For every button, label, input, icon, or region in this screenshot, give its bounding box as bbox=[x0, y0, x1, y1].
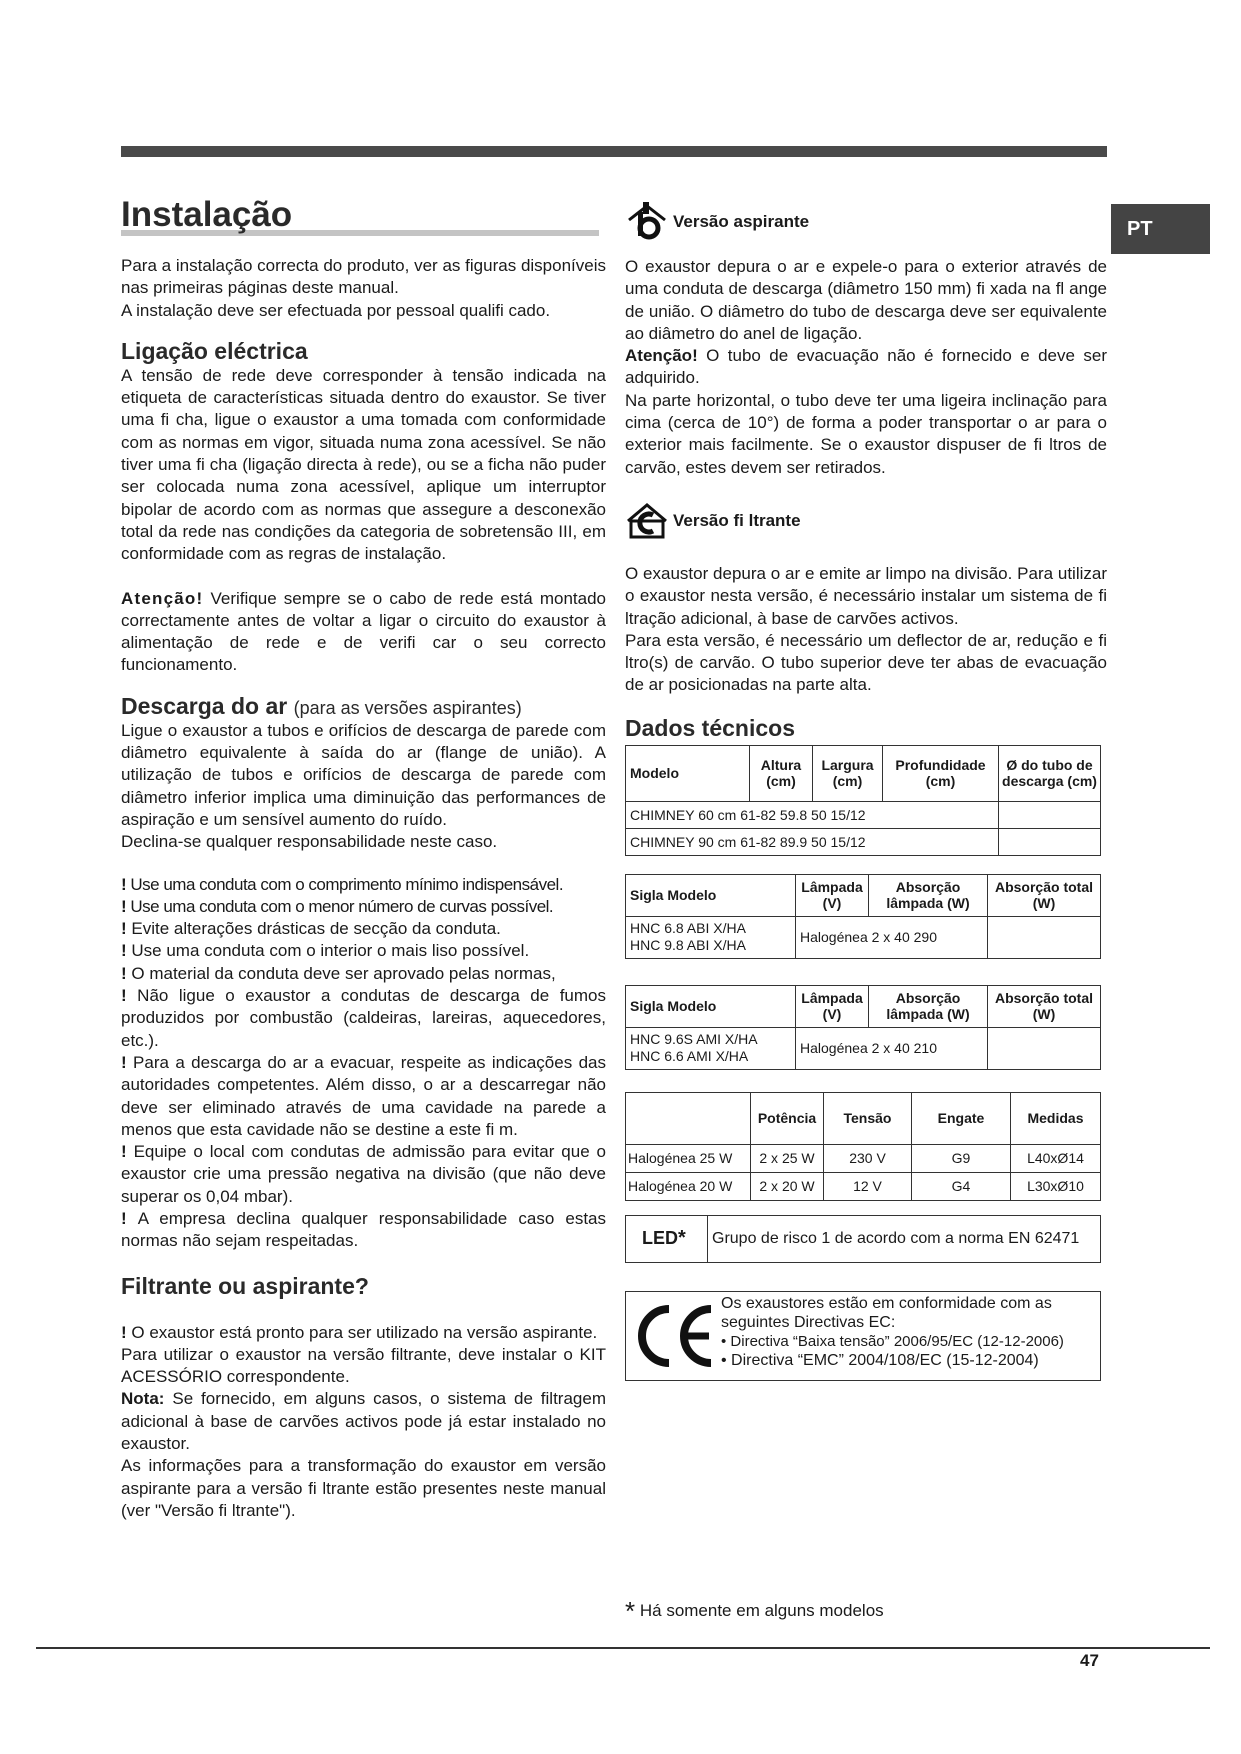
intro-text-2: A instalação deve ser efectuada por pessoal qualifi cado. bbox=[121, 300, 551, 320]
table-header: Lâmpada (V) bbox=[796, 874, 869, 916]
table-cell: HNC 6.8 ABI X/HA HNC 9.8 ABI X/HA bbox=[626, 916, 796, 958]
table-cell bbox=[999, 828, 1101, 855]
list-item: ! Use uma conduta com o interior o mais liso possível. bbox=[121, 941, 530, 961]
table-cell: G9 bbox=[912, 1144, 1011, 1172]
table-header bbox=[626, 1092, 751, 1144]
list-item: ! Evite alterações drásticas de secção da conduta. bbox=[121, 919, 501, 939]
list-item: ! A empresa declina qualquer responsabilidade caso estas normas não sejam respeitadas. bbox=[121, 1208, 606, 1251]
footer-rule bbox=[36, 1647, 1210, 1649]
version-aspirante-header bbox=[625, 200, 1107, 244]
table-cell bbox=[988, 916, 1101, 958]
table-cell: Halogénea 2 x 40 210 bbox=[796, 1027, 988, 1069]
language-tab: PT bbox=[1111, 204, 1210, 254]
table-cell: L40xØ14 bbox=[1011, 1144, 1101, 1172]
ce-directive: • Directiva “Baixa tensão” 2006/95/EC (12-12-2006) bbox=[721, 1332, 1064, 1350]
table-cell: CHIMNEY 90 cm 61-82 89.9 50 15/12 bbox=[626, 828, 999, 855]
section-heading-descarga: Descarga do ar (para as versões aspirantes) bbox=[121, 692, 522, 719]
aspirante-icon bbox=[625, 202, 669, 242]
models-table bbox=[625, 745, 1101, 856]
table-cell: 2 x 20 W bbox=[751, 1172, 824, 1200]
aspirante-text-2: Na parte horizontal, o tubo deve ter uma ligeira inclinação para cima (cerca de 10°) de forma a poder transportar o ar para o exterior mais facilmente. Se o exaustor dispuser de fi ltros de carvão, estes devem ser retirados. bbox=[625, 390, 1107, 477]
filtrante-version-text-2: Para esta versão, é necessário um deflector de ar, redução e fi ltro(s) de carvão. O tubo superior deve ter abas de evacuação de ar posicionadas na parte alta. bbox=[625, 630, 1107, 695]
table-header: Potência bbox=[751, 1092, 824, 1144]
section-heading-dados: Dados técnicos bbox=[625, 714, 795, 741]
list-item: ! Use uma conduta com o comprimento mínimo indispensável. bbox=[121, 874, 564, 894]
table-cell: 2 x 25 W bbox=[751, 1144, 824, 1172]
aspirante-warning: Atenção! O tubo de evacuação não é fornecido e deve ser adquirido. bbox=[625, 346, 1107, 388]
header-bar bbox=[121, 146, 1107, 157]
filtrante-text-2: Para utilizar o exaustor na versão filtrante, deve instalar o KIT ACESSÓRIO correspondente. bbox=[121, 1344, 606, 1387]
filtrante-label: Versão fi ltrante bbox=[673, 510, 801, 530]
table-row bbox=[626, 828, 1101, 855]
table-cell: 230 V bbox=[824, 1144, 912, 1172]
table-header: Absorção lâmpada (W) bbox=[869, 985, 988, 1027]
aspirante-text: O exaustor depura o ar e expele-o para o exterior através de uma conduta de descarga (diâmetro 150 mm) fi xada na fl ange de união. O diâmetro do tubo de descarga deve ser equivalente ao diâmetro do anel de ligação. bbox=[625, 257, 1107, 343]
table-cell: 12 V bbox=[824, 1172, 912, 1200]
table-header: Largura (cm) bbox=[813, 745, 883, 801]
led-text: Grupo de risco 1 de acordo com a norma EN 62471 bbox=[712, 1229, 1080, 1247]
bulb-table bbox=[625, 1092, 1101, 1201]
list-item: ! O material da conduta deve ser aprovado pelas normas, bbox=[121, 963, 556, 983]
descarga-text-2: Declina-se qualquer responsabilidade neste caso. bbox=[121, 832, 498, 852]
ce-directive: • Directiva “EMC” 2004/108/EC (15-12-2004) bbox=[721, 1351, 1039, 1369]
table-header: Absorção total (W) bbox=[988, 985, 1101, 1027]
table-cell bbox=[999, 801, 1101, 828]
note-label: Nota: bbox=[121, 1389, 165, 1409]
warning-label: Atenção! bbox=[625, 346, 698, 366]
table-cell: L30xØ10 bbox=[1011, 1172, 1101, 1200]
table-header: Altura (cm) bbox=[750, 745, 813, 801]
filtrante-icon bbox=[625, 501, 669, 541]
led-label: LED * bbox=[626, 1216, 708, 1262]
list-item: ! Equipe o local com condutas de admissão para evitar que o exaustor crie uma pressão negativa na divisão (que não deve superar os 0,04 mbar). bbox=[121, 1142, 606, 1206]
table-cell: HNC 9.6S AMI X/HA HNC 6.6 AMI X/HA bbox=[626, 1027, 796, 1069]
lamp-table-1 bbox=[625, 874, 1101, 959]
table-header: Ø do tubo de descarga (cm) bbox=[999, 745, 1101, 801]
table-cell: Halogénea 25 W bbox=[626, 1144, 751, 1172]
page-title: Instalação bbox=[121, 195, 293, 234]
table-cell: G4 bbox=[912, 1172, 1011, 1200]
warning-text: Verifique sempre se o cabo de rede está montado correctamente antes de voltar a ligar o circuito do exaustor à alimentação de rede e de verifi car o seu correcto funcionamento. bbox=[121, 588, 606, 675]
table-header: Sigla Modelo bbox=[626, 874, 796, 916]
version-filtrante-header bbox=[625, 499, 1107, 543]
led-box bbox=[625, 1215, 1101, 1263]
footnote: * Há somente em alguns modelos bbox=[625, 1596, 884, 1626]
left-column bbox=[121, 195, 606, 1522]
table-header: Absorção lâmpada (W) bbox=[869, 874, 988, 916]
ce-text bbox=[721, 1292, 1100, 1380]
ligacao-text: A tensão de rede deve corresponder à tensão indicada na etiqueta de características situada dentro do exaustor. Se tiver uma fi cha, ligue o exaustor a uma tomada com conformidade com as normas em vigor, situada numa zona acessível. Se não tiver uma fi cha (ligação directa à rede), ou se a ficha não puder ser colocada numa zona acessível, aplique um interruptor bipolar de acordo com as normas que assegure a desconexão total da rede nas condições da categoria de sobretensão III, em conformidade com as regras de instalação. bbox=[121, 365, 606, 564]
warning-label: Atenção! bbox=[121, 588, 204, 608]
list-item: ! Use uma conduta com o menor número de curvas possível. bbox=[121, 896, 554, 916]
table-header: Sigla Modelo bbox=[626, 985, 796, 1027]
table-header: Tensão bbox=[824, 1092, 912, 1144]
table-header: Medidas bbox=[1011, 1092, 1101, 1144]
table-header: Profundidade (cm) bbox=[883, 745, 999, 801]
ce-mark-icon bbox=[626, 1292, 721, 1380]
table-row bbox=[626, 1144, 1101, 1172]
table-cell: CHIMNEY 60 cm 61-82 59.8 50 15/12 bbox=[626, 801, 999, 828]
right-column bbox=[625, 200, 1107, 1381]
list-item: ! Para a descarga do ar a evacuar, respeite as indicações das autoridades competentes. Além disso, o ar a descarregar não deve ser eliminado através de uma cavidade na parede a menos que esta cavidade não se destine a este fi m. bbox=[121, 1052, 606, 1139]
filtrante-text-3: As informações para a transformação do exaustor em versão aspirante para a versão fi ltrante estão presentes neste manual (ver "Versão fi ltrante"). bbox=[121, 1456, 606, 1520]
table-row bbox=[626, 801, 1101, 828]
filtrante-note: Nota: Se fornecido, em alguns casos, o sistema de filtragem adicional à base de carvões activos pode já estar instalado no exaustor. bbox=[121, 1389, 606, 1454]
table-header: Engate bbox=[912, 1092, 1011, 1144]
aspirante-label: Versão aspirante bbox=[673, 212, 810, 231]
ligacao-warning bbox=[121, 588, 606, 677]
page-number: 47 bbox=[1080, 1651, 1099, 1670]
list-item: ! Não ligue o exaustor a condutas de descarga de fumos produzidos por combustão (caldeiras, lareiras, aquecedores, etc.). bbox=[121, 986, 606, 1050]
ce-box bbox=[625, 1291, 1101, 1381]
intro-text: Para a instalação correcta do produto, ver as figuras disponíveis nas primeiras páginas deste manual. bbox=[121, 256, 606, 298]
lamp-table-2 bbox=[625, 985, 1101, 1070]
table-cell: Halogénea 2 x 40 290 bbox=[796, 916, 988, 958]
table-header: Lâmpada (V) bbox=[796, 985, 869, 1027]
table-row bbox=[626, 1172, 1101, 1200]
filtrante-text: ! O exaustor está pronto para ser utilizado na versão aspirante. bbox=[121, 1322, 598, 1342]
table-row bbox=[626, 916, 1101, 958]
ce-line: Os exaustores estão em conformidade com as seguintes Directivas EC: bbox=[721, 1294, 1052, 1331]
descarga-list bbox=[121, 874, 606, 1253]
table-cell: Halogénea 20 W bbox=[626, 1172, 751, 1200]
section-heading-ligacao: Ligação eléctrica bbox=[121, 337, 308, 364]
descarga-text: Ligue o exaustor a tubos e orifícios de descarga de parede com diâmetro equivalente à saída do ar (flange de união). A utilização de tubos e orifícios de descarga de parede com diâmetro inferior implica uma diminuição das performances de aspiração e um sensível aumento do ruído. bbox=[121, 720, 606, 829]
heading-note: (para as versões aspirantes) bbox=[293, 697, 522, 718]
section-heading-filtrante: Filtrante ou aspirante? bbox=[121, 1272, 369, 1299]
table-header: Absorção total (W) bbox=[988, 874, 1101, 916]
table-row bbox=[626, 1027, 1101, 1069]
table-cell bbox=[988, 1027, 1101, 1069]
filtrante-version-text: O exaustor depura o ar e emite ar limpo na divisão. Para utilizar o exaustor nesta versão, é necessário instalar um sistema de fi ltração adicional, à base de carvões activos. bbox=[625, 563, 1107, 628]
table-header: Modelo bbox=[626, 745, 750, 801]
